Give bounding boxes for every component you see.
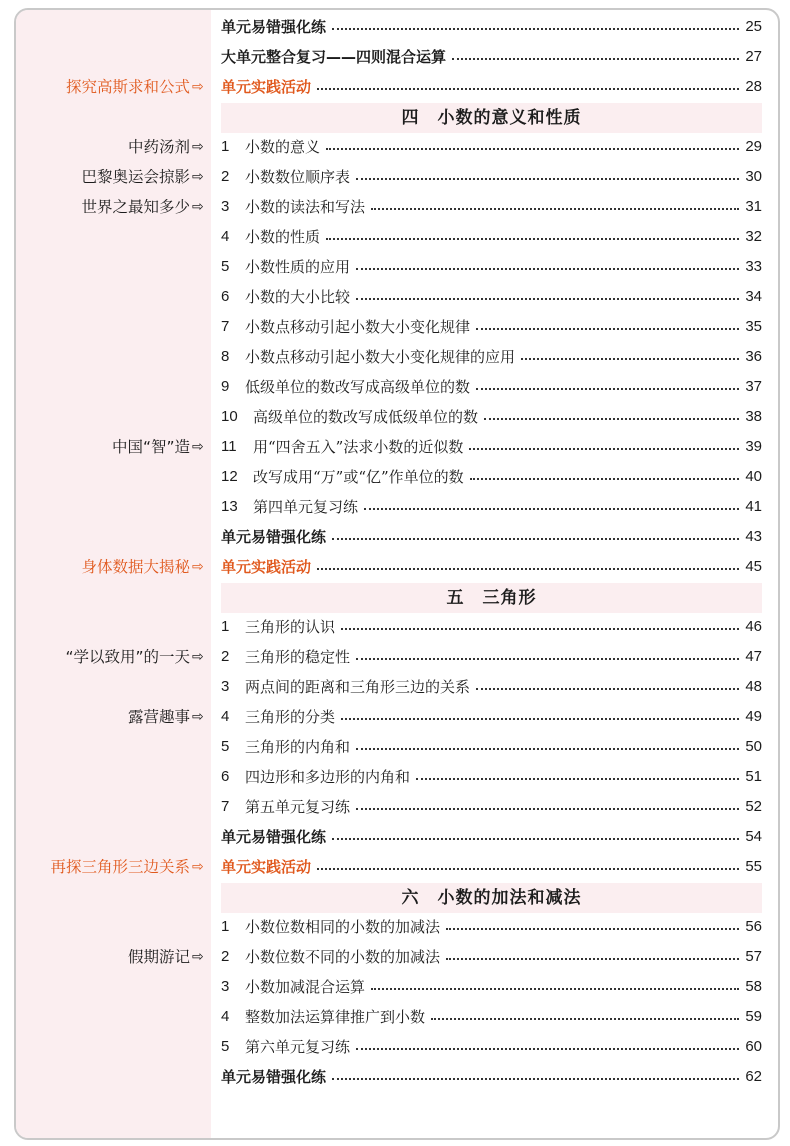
dot-leader [332,1076,739,1080]
entry-title: 四边形和多边形的内角和 [245,768,411,786]
entry-title: 改写成用“万”或“亿”作单位的数 [253,468,464,486]
toc-row[interactable] [16,222,778,252]
side-activity-label: 世界之最知多少 [81,198,190,216]
toc-entry [221,1062,762,1092]
entry-title: 三角形的分类 [245,708,336,726]
side-activity-label: 露营趣事 [127,708,190,726]
toc-entry [221,432,762,462]
toc-row[interactable] [16,282,778,312]
toc-entry [221,372,762,402]
entry-title: 三角形的内角和 [245,738,351,756]
page-number: 59 [745,1008,762,1025]
toc-row[interactable] [16,252,778,282]
page-number: 57 [745,948,762,965]
arrow-right-icon: ⇨ [192,559,204,575]
toc-entry [221,912,762,942]
lesson-number: 6 [221,768,230,785]
toc-row[interactable] [16,702,778,732]
toc-entry [221,702,762,732]
page-number: 49 [745,708,762,725]
lesson-number: 5 [221,738,230,755]
page-number: 48 [745,678,762,695]
arrow-right-icon: ⇨ [192,199,204,215]
side-activity-label: “学以致用”的一天 [65,648,190,666]
lesson-number: 5 [221,1038,230,1055]
lesson-number: 2 [221,948,230,965]
page-number: 60 [745,1038,762,1055]
toc-row[interactable] [16,312,778,342]
toc-row[interactable] [16,1002,778,1032]
entry-title: 小数的读法和写法 [245,198,366,216]
entry-title: 小数的性质 [245,228,321,246]
dot-leader [446,926,739,930]
toc-entry [221,342,762,372]
toc-entry [221,762,762,792]
entry-title: 整数加法运算律推广到小数 [245,1008,426,1026]
entry-title: 单元实践活动 [221,78,312,96]
entry-title: 单元易错强化练 [221,528,327,546]
side-activity-label: 探究高斯求和公式 [65,78,190,96]
entry-title: 低级单位的数改写成高级单位的数 [245,378,471,396]
page-number: 40 [745,468,762,485]
chapter-heading: 四 小数的意义和性质 [221,103,762,133]
arrow-right-icon: ⇨ [192,859,204,875]
arrow-right-icon: ⇨ [192,139,204,155]
lesson-number: 3 [221,198,230,215]
dot-leader [326,146,739,150]
dot-leader [521,356,739,360]
page-number: 39 [745,438,762,455]
toc-row[interactable] [16,912,778,942]
arrow-right-icon: ⇨ [192,949,204,965]
toc-row[interactable] [16,342,778,372]
toc-entry [221,672,762,702]
side-activity-label: 身体数据大揭秘 [81,558,190,576]
page-number: 37 [745,378,762,395]
dot-leader [356,176,739,180]
page-number: 30 [745,168,762,185]
page-number: 50 [745,738,762,755]
side-activity-label: 中国“智”造 [111,438,190,456]
lesson-number: 11 [221,438,237,455]
dot-leader [341,716,739,720]
page-number: 35 [745,318,762,335]
entry-title: 小数的意义 [245,138,321,156]
entry-title: 小数数位顺序表 [245,168,351,186]
toc-entry [221,732,762,762]
page-number: 41 [745,498,762,515]
toc-entry [221,552,762,582]
page-number: 52 [745,798,762,815]
toc-entry [221,492,762,522]
page-number: 25 [745,18,762,35]
dot-leader [469,446,739,450]
arrow-right-icon: ⇨ [192,169,204,185]
lesson-number: 7 [221,798,230,815]
entry-title: 小数加减混合运算 [245,978,366,996]
lesson-number: 2 [221,168,230,185]
dot-leader [470,476,740,480]
lesson-number: 3 [221,978,230,995]
lesson-number: 12 [221,468,238,485]
toc-row[interactable] [16,522,778,552]
toc-entry [221,822,762,852]
side-activity-label: 巴黎奥运会掠影 [81,168,190,186]
page-number: 28 [745,78,762,95]
toc-row[interactable] [16,1062,778,1092]
entry-title: 单元实践活动 [221,858,312,876]
lesson-number: 7 [221,318,230,335]
entry-title: 第五单元复习练 [245,798,351,816]
arrow-right-icon: ⇨ [192,79,204,95]
page-number: 62 [745,1068,762,1085]
toc-row[interactable] [16,942,778,972]
lesson-number: 1 [221,618,230,635]
side-activity-label: 中药汤剂 [127,138,190,156]
page-number: 27 [745,48,762,65]
lesson-number: 9 [221,378,230,395]
dot-leader [371,986,739,990]
page-number: 33 [745,258,762,275]
toc-row[interactable] [16,762,778,792]
dot-leader [356,296,739,300]
toc-row[interactable] [16,792,778,822]
page-number: 34 [745,288,762,305]
dot-leader [476,386,739,390]
page-number: 43 [745,528,762,545]
entry-title: 大单元整合复习——四则混合运算 [221,48,447,66]
toc-entry [221,282,762,312]
lesson-number: 1 [221,918,230,935]
lesson-number: 4 [221,708,230,725]
page-number: 36 [745,348,762,365]
dot-leader [476,686,739,690]
toc-entry [221,72,762,102]
toc-row[interactable] [16,372,778,402]
page-number: 54 [745,828,762,845]
dot-leader [356,266,739,270]
entry-title: 小数点移动引起小数大小变化规律的应用 [245,348,516,366]
page-number: 38 [745,408,762,425]
toc-entry [221,132,762,162]
toc-entry [221,1002,762,1032]
toc-entry [221,462,762,492]
arrow-right-icon: ⇨ [192,649,204,665]
entry-title: 三角形的认识 [245,618,336,636]
toc-entry [221,312,762,342]
dot-leader [356,1046,739,1050]
arrow-right-icon: ⇨ [192,709,204,725]
entry-title: 小数的大小比较 [245,288,351,306]
toc-entry [221,162,762,192]
entry-title: 单元易错强化练 [221,18,327,36]
entry-title: 两点间的距离和三角形三边的关系 [245,678,471,696]
toc-row[interactable] [16,462,778,492]
toc-row[interactable] [16,822,778,852]
toc-entry [221,222,762,252]
toc-entry [221,402,762,432]
toc-entry [221,1032,762,1062]
toc-row[interactable] [16,642,778,672]
page-number: 32 [745,228,762,245]
lesson-number: 1 [221,138,230,155]
lesson-number: 13 [221,498,238,515]
toc-entry [221,852,762,882]
toc-row[interactable] [16,612,778,642]
toc-row[interactable] [16,132,778,162]
dot-leader [484,416,739,420]
toc-row[interactable] [16,852,778,882]
toc-row[interactable] [16,432,778,462]
lesson-number: 10 [221,408,238,425]
toc-entry [221,192,762,222]
page-number: 31 [745,198,762,215]
toc-row[interactable] [16,12,778,42]
toc-row[interactable] [16,492,778,522]
toc-entry [221,42,762,72]
toc-row[interactable] [16,72,778,102]
toc-row[interactable] [16,162,778,192]
toc-row[interactable] [16,42,778,72]
entry-title: 小数性质的应用 [245,258,351,276]
dot-leader [356,806,739,810]
dot-leader [317,566,739,570]
dot-leader [356,656,739,660]
entry-title: 用“四舍五入”法求小数的近似数 [253,438,464,456]
page-number: 51 [745,768,762,785]
dot-leader [364,506,739,510]
page-number: 56 [745,918,762,935]
toc-row[interactable] [16,1032,778,1062]
dot-leader [446,956,739,960]
lesson-number: 8 [221,348,230,365]
toc-entry [221,972,762,1002]
dot-leader [332,836,739,840]
entry-title: 单元实践活动 [221,558,312,576]
page-number: 55 [745,858,762,875]
dot-leader [476,326,739,330]
entry-title: 第六单元复习练 [245,1038,351,1056]
entry-title: 小数点移动引起小数大小变化规律 [245,318,471,336]
side-activity-label: 假期游记 [127,948,190,966]
toc-entry [221,792,762,822]
toc-entry [221,942,762,972]
toc-entry [221,612,762,642]
toc-row[interactable] [16,552,778,582]
dot-leader [317,866,739,870]
toc-entry [221,642,762,672]
page-number: 58 [745,978,762,995]
dot-leader [452,56,739,60]
page-number: 47 [745,648,762,665]
toc-entry [221,12,762,42]
chapter-heading: 五 三角形 [221,583,762,613]
entry-title: 单元易错强化练 [221,1068,327,1086]
page-number: 45 [745,558,762,575]
lesson-number: 5 [221,258,230,275]
dot-leader [317,86,739,90]
lesson-number: 6 [221,288,230,305]
entry-title: 第四单元复习练 [253,498,359,516]
dot-leader [356,746,739,750]
dot-leader [341,626,739,630]
dot-leader [326,236,739,240]
dot-leader [416,776,739,780]
dot-leader [371,206,739,210]
entry-title: 小数位数不同的小数的加减法 [245,948,441,966]
side-activity-label: 再探三角形三边关系 [50,858,190,876]
entry-title: 单元易错强化练 [221,828,327,846]
toc-row[interactable] [16,732,778,762]
toc-entry [221,522,762,552]
page-number: 46 [745,618,762,635]
toc-row[interactable] [16,402,778,432]
dot-leader [332,26,739,30]
toc-page [14,8,780,1140]
lesson-number: 4 [221,1008,230,1025]
entry-title: 三角形的稳定性 [245,648,351,666]
chapter-heading: 六 小数的加法和减法 [221,883,762,913]
toc-row[interactable] [16,672,778,702]
toc-entry [221,252,762,282]
lesson-number: 3 [221,678,230,695]
dot-leader [431,1016,739,1020]
entry-title: 小数位数相同的小数的加减法 [245,918,441,936]
lesson-number: 2 [221,648,230,665]
lesson-number: 4 [221,228,230,245]
page-number: 29 [745,138,762,155]
toc-row[interactable] [16,192,778,222]
entry-title: 高级单位的数改写成低级单位的数 [253,408,479,426]
toc-row[interactable] [16,972,778,1002]
arrow-right-icon: ⇨ [192,439,204,455]
dot-leader [332,536,739,540]
